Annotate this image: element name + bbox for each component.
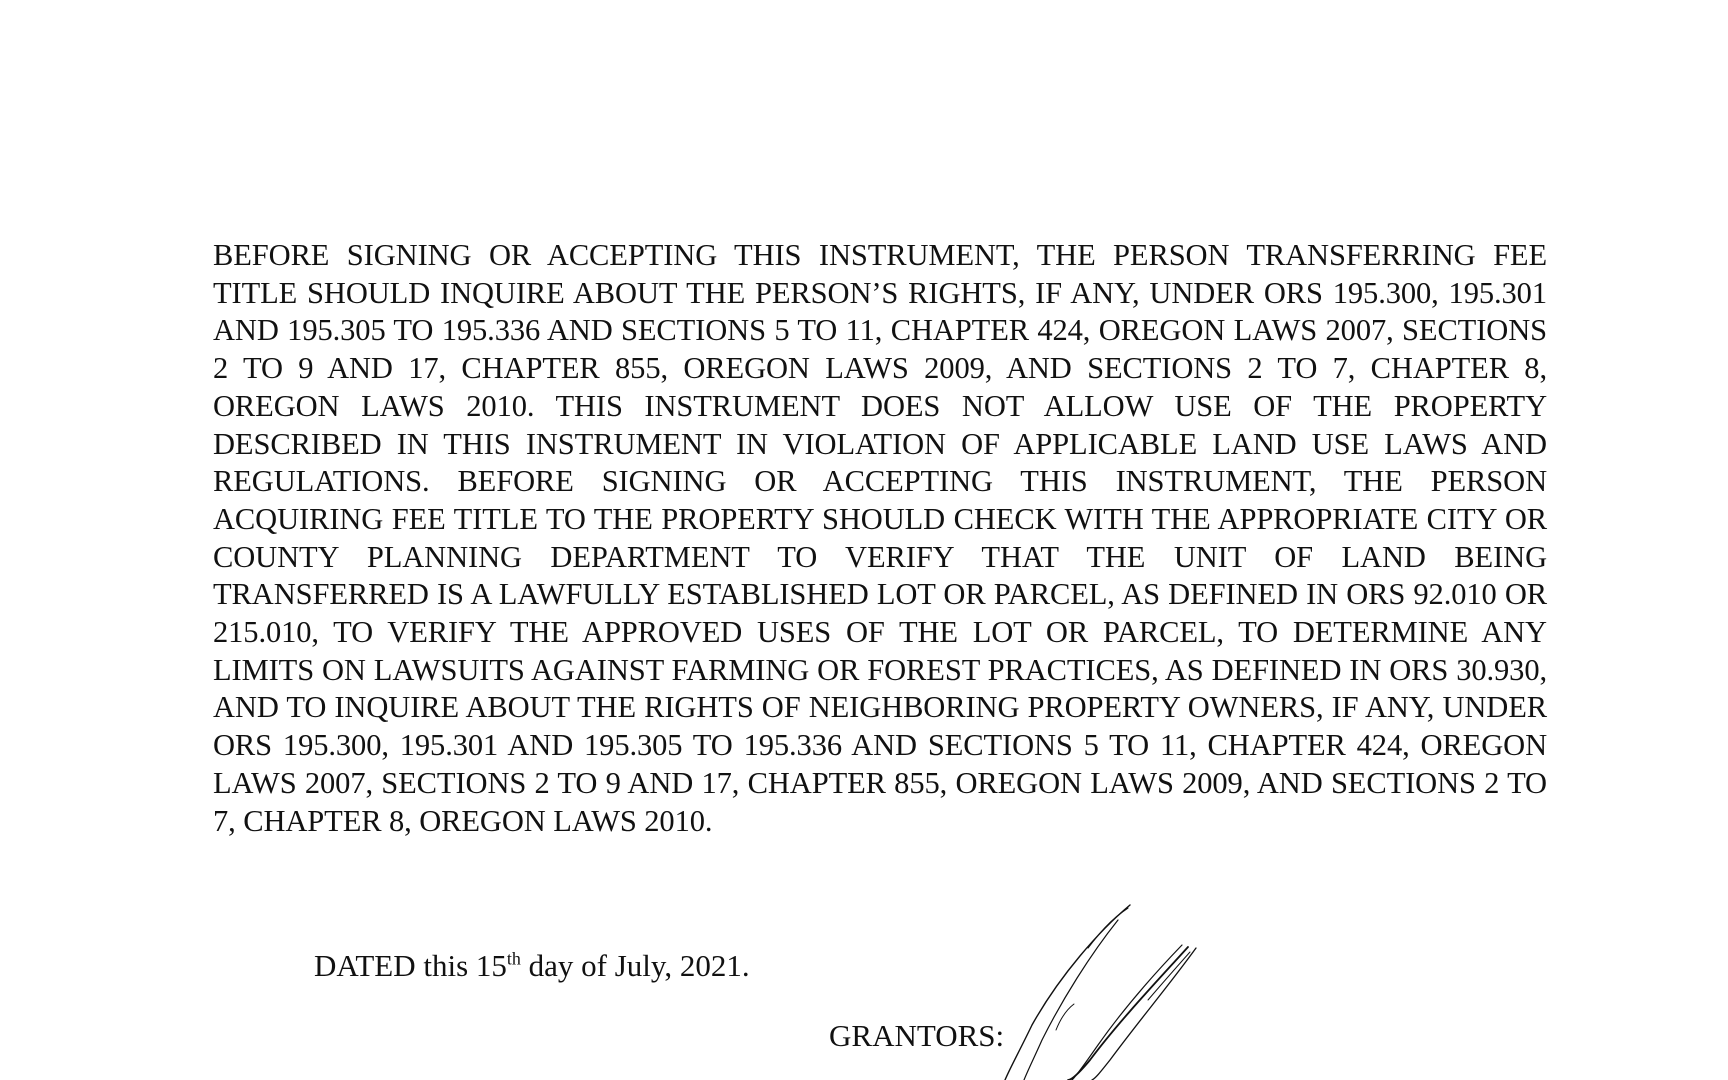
grantors-label: GRANTORS: xyxy=(829,1018,1005,1053)
dated-ordinal-suffix: th xyxy=(506,948,521,969)
dated-line xyxy=(314,948,750,984)
dated-prefix: DATED this 15 xyxy=(314,948,507,983)
land-use-disclaimer: BEFORE SIGNING OR ACCEPTING THIS INSTRUMENT, THE PERSON TRANSFERRING FEE TITLE SHOULD INQUIRE ABOUT THE PERSON’S RIGHTS, IF ANY, UNDER ORS 195.300, 195.301 AND 195.305 TO 195.336 AND SECTIONS 5 TO 11, CHAPTER 424, OREGON LAWS 2007, SECTIONS 2 TO 9 AND 17, CHAPTER 855, OREGON LAWS 2009, AND SECTIONS 2 TO 7, CHAPTER 8, OREGON LAWS 2010. THIS INSTRUMENT DOES NOT ALLOW USE OF THE PROPERTY DESCRIBED IN THIS INSTRUMENT IN VIOLATION OF APPLICABLE LAND USE LAWS AND REGULATIONS. BEFORE SIGNING OR ACCEPTING THIS INSTRUMENT, THE PERSON ACQUIRING FEE TITLE TO THE PROPERTY SHOULD CHECK WITH THE APPROPRIATE CITY OR COUNTY PLANNING DEPARTMENT TO VERIFY THAT THE UNIT OF LAND BEING TRANSFERRED IS A LAWFULLY ESTABLISHED LOT OR PARCEL, AS DEFINED IN ORS 92.010 OR 215.010, TO VERIFY THE APPROVED USES OF THE LOT OR PARCEL, TO DETERMINE ANY LIMITS ON LAWSUITS AGAINST FARMING OR FOREST PRACTICES, AS DEFINED IN ORS 30.930, AND TO INQUIRE ABOUT THE RIGHTS OF NEIGHBORING PROPERTY OWNERS, IF ANY, UNDER ORS 195.300, 195.301 AND 195.305 TO 195.336 AND SECTIONS 5 TO 11, CHAPTER 424, OREGON LAWS 2007, SECTIONS 2 TO 9 AND 17, CHAPTER 855, OREGON LAWS 2009, AND SECTIONS 2 TO 7, CHAPTER 8, OREGON LAWS 2010. xyxy=(213,238,1547,838)
dated-suffix: day of July, 2021. xyxy=(520,948,750,983)
